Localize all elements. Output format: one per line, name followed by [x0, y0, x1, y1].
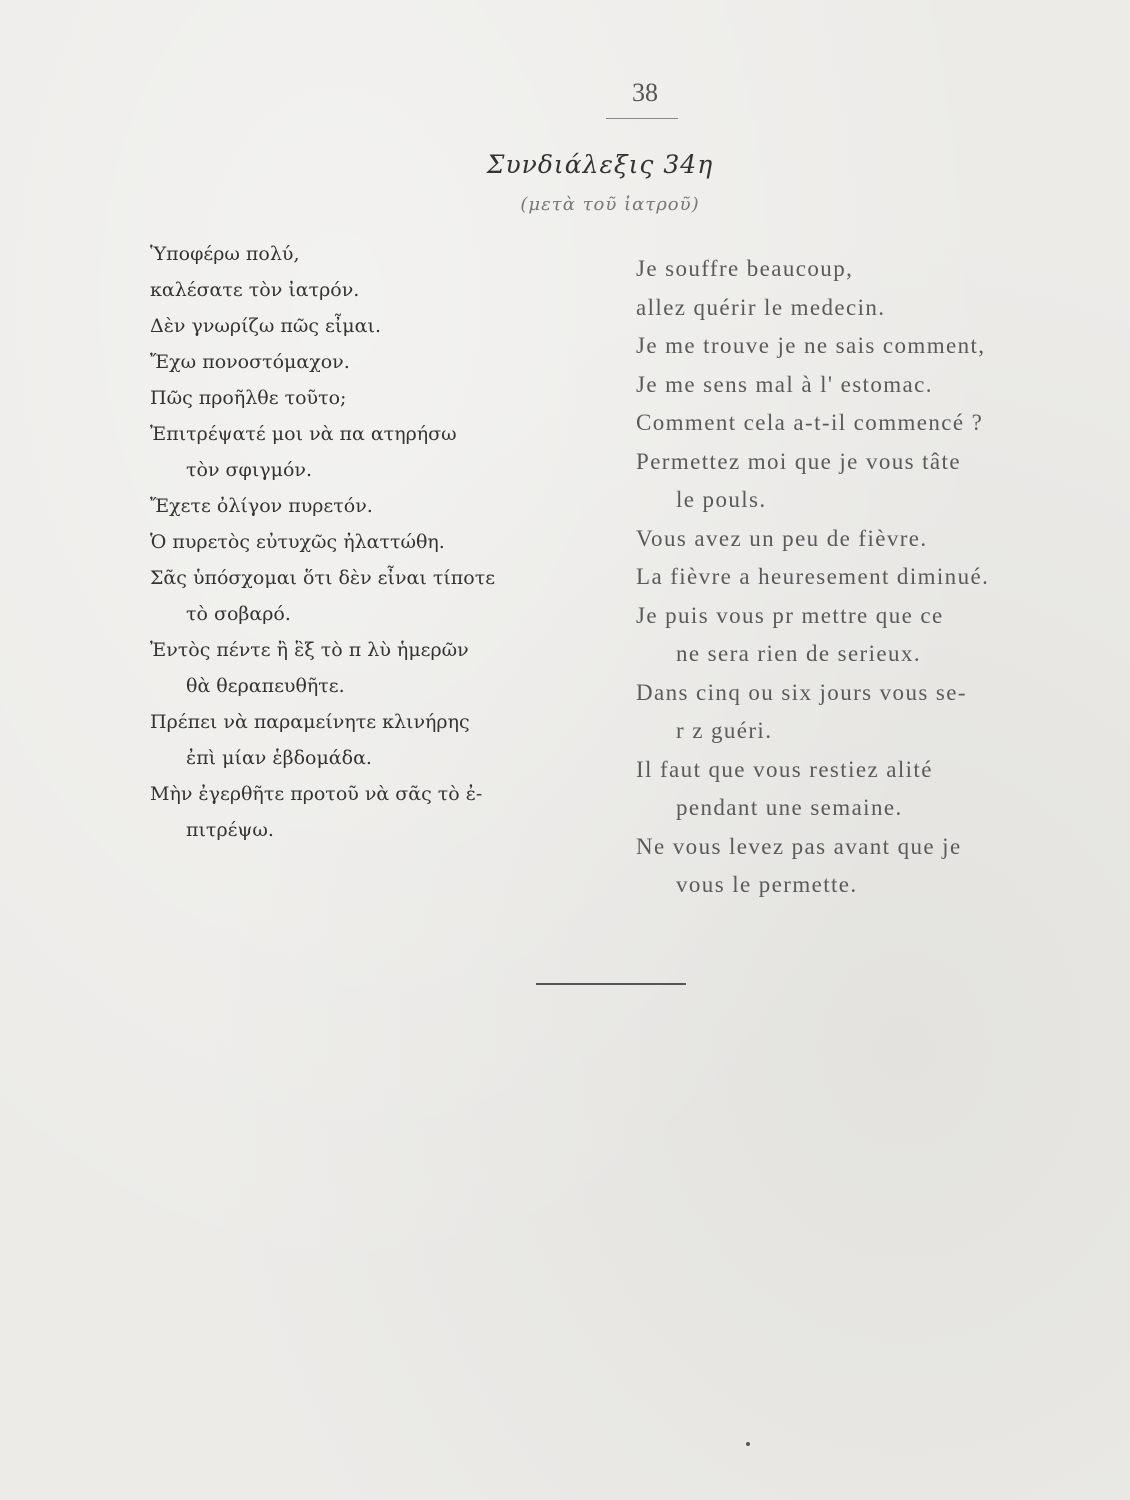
french-line: allez quérir le medecin. [636, 294, 886, 320]
greek-line: Σᾶς ὑπόσχομαι ὅτι δὲν εἶναι τίποτε [150, 567, 496, 589]
dialogue-subtitle: (μετὰ τοῦ ἰατροῦ) [520, 194, 700, 215]
french-line: Permettez moi que je vous tâte [636, 448, 961, 474]
greek-line: Ὁ πυρετὸς εὐτυχῶς ἠλαττώθη. [150, 531, 445, 553]
french-line: r z guéri. [676, 718, 773, 743]
greek-line: Μὴν ἐγερθῆτε προτοῦ νὰ σᾶς τὸ ἐ- [150, 783, 483, 805]
closing-divider [536, 983, 686, 985]
dialogue-title: Συνδιάλεξις 34η [486, 150, 714, 179]
french-line: Ne vous levez pas avant que je [636, 833, 962, 859]
greek-line: καλέσατε τὸν ἰατρόν. [150, 279, 360, 301]
french-line: pendant une semaine. [676, 795, 903, 820]
greek-column [150, 236, 620, 848]
french-line: Je me sens mal à l' estomac. [636, 371, 933, 397]
french-line: La fièvre a heuresement diminué. [636, 564, 990, 589]
greek-line: Πῶς προῆλθε τοῦτο; [150, 387, 347, 409]
greek-line: Ἐπιτρέψατέ μοι νὰ πα ατηρήσω [150, 423, 457, 445]
french-line: Il faut que vous restiez alité [636, 756, 933, 782]
greek-line: Ἔχω πονοστόμαχον. [150, 351, 350, 373]
greek-line: Ἔχετε ὀλίγον πυρετόν. [150, 495, 373, 517]
page-number-underline [606, 118, 678, 119]
french-column [636, 250, 1106, 905]
greek-line: Πρέπει νὰ παραμείνητε κλινήρης [150, 711, 470, 733]
french-line: Je me trouve je ne sais comment, [636, 333, 986, 358]
french-line: Je souffre beaucoup, [636, 256, 854, 281]
greek-line: πιτρέψω. [186, 819, 274, 841]
ink-speck [746, 1442, 750, 1446]
greek-line: τὸν σφιγμόν. [186, 459, 312, 481]
french-line: Vous avez un peu de fièvre. [636, 525, 928, 551]
french-line: Comment cela a-t-il commencé ? [636, 410, 984, 435]
french-line: Je puis vous pr mettre que ce [636, 602, 944, 628]
greek-line: ἐπὶ μίαν ἑβδομάδα. [186, 747, 372, 769]
french-line: le pouls. [676, 487, 767, 512]
french-line: Dans cinq ou six jours vous se- [636, 679, 967, 705]
page-number: 38 [632, 78, 658, 107]
greek-line: Δὲν γνωρίζω πῶς εἶμαι. [150, 315, 381, 337]
greek-line: Ἐντὸς πέντε ἢ ἓξ τὸ π λὺ ἡμερῶν [150, 639, 469, 661]
greek-line: θὰ θεραπευθῆτε. [186, 675, 345, 697]
greek-line: Ὑποφέρω πολύ, [150, 243, 300, 265]
greek-line: τὸ σοβαρό. [186, 603, 291, 625]
french-line: ne sera rien de serieux. [676, 641, 921, 666]
french-line: vous le permette. [676, 872, 858, 897]
